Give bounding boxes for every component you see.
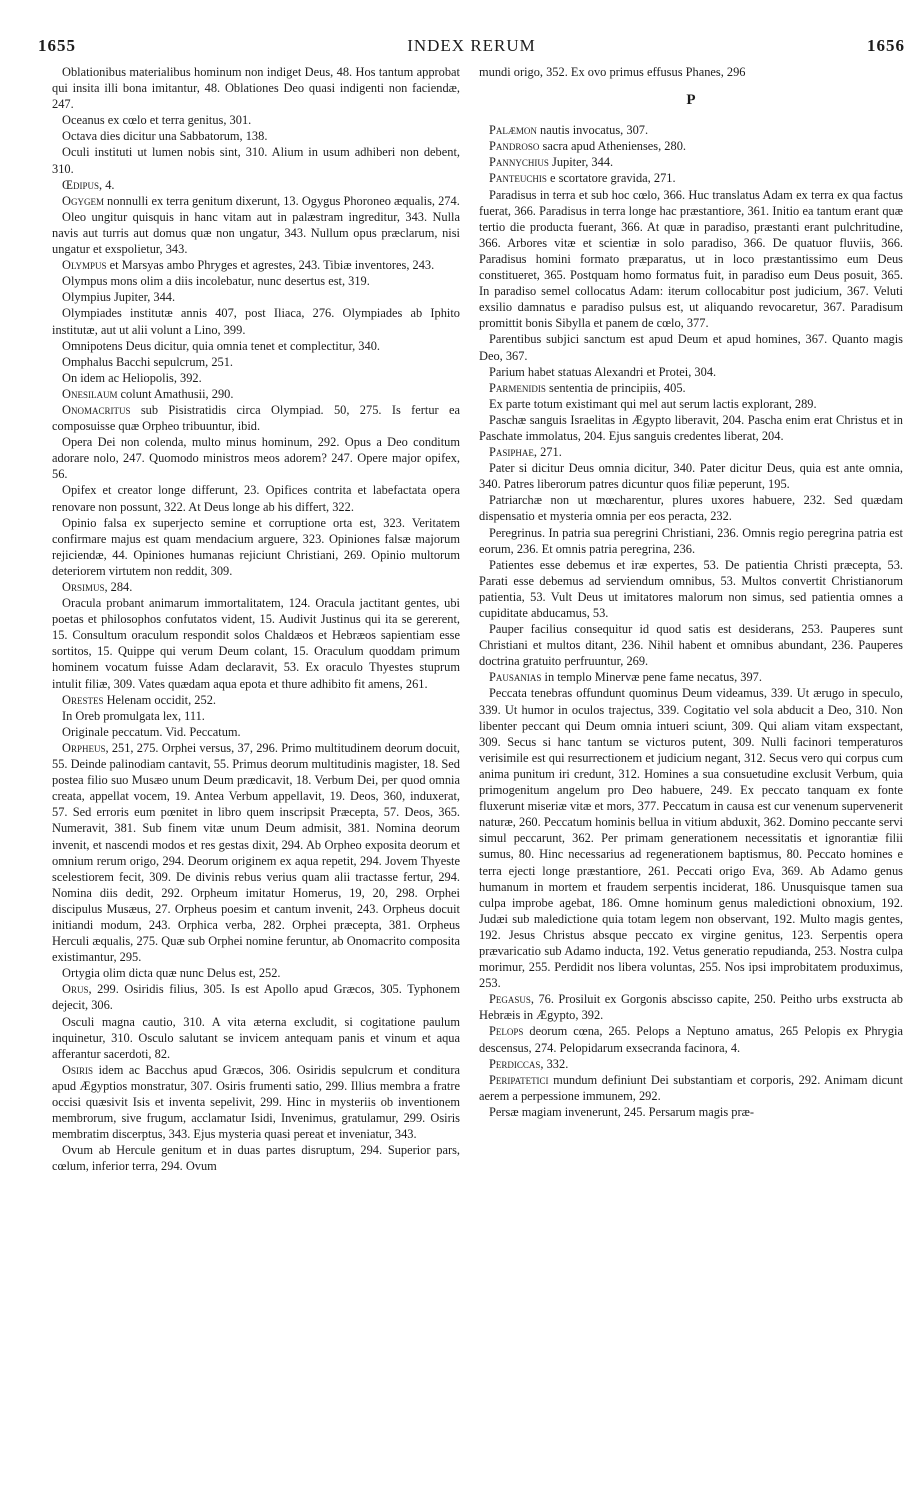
entry-headword: Palæmon xyxy=(489,123,537,138)
entry-text: , 251, 275. Orphei versus, 37, 296. Primo multitudinem deorum docuit, 55. Deinde palinodiam cantavit, 55. Primus deorum multitudinis magister, 18. Sed postea filio suo Musæo unum Deum prædicavit, 18. Verbum Dei, per quod omnia creata, appellat vocem, 19. Antea Verbum appellavit, 19. Deos, 360, induxerat, 57. Sed erroris eum pœnitet in libro quem inscripsit Præcepta, 57. Deos, 365. Numeravit, 381. Sub finem vitæ unum Deum admisit, 381. Nomina deorum invenit, et nascendi modos et res gestas dixit, 294. Ab Orpheo exposita deorum et omnium rerum origo, 294. Deorum originem ex aqua repetit, 294. Jovem Thyeste scelestiorem fecit, 309. De divinis rebus verius quam alii tractasse fertur, 294. Nomina diis dedit, 292. Orpheum imitatur Homerus, 19, 20, 298. Orphei discipulus Musæus, 27. Orpheus poesim et cantum invenit, 243. Orpheus docuit initiandi modum, 243. Orphica verba, 282. Orphei præcepta, 381. Orpheus Herculi æqualis, 275. Quæ sub Orphei nomine feruntur, ab Onomacrito composita existimantur, 295. xyxy=(52,740,460,965)
entry-text: Opifex et creator longe differunt, 23. Opifices contrita et labefactata opera renovare non possunt, 322. At Deus longe ab his differt, 322. xyxy=(52,483,460,514)
entry-text: Patriarchæ non ut mœcharentur, plures uxores habuere, 232. Sed quædam dispensatio et mysteria omnia per eos peracta, 232. xyxy=(479,493,903,524)
entry-text: , 4. xyxy=(99,177,115,192)
entry-text: idem ac Bacchus apud Græcos, 306. Osiridis sepulcrum et conditura apud Ægyptios monstratur, 307. Osiris frumenti satio, 299. Illius membra a fratre occisi quæsivit Isis et inventa sepelivit, 299. Hinc in mysteriis ob inventionem membrorum, sive frugum, acclamatur Isidi, Invenimus, gratulamur, 299. Osiris membratim discerptus, 343. Ejus mysteria quasi pereat et inveniatur, 343. xyxy=(52,1062,460,1142)
index-entry xyxy=(479,331,903,363)
entry-headword: Onesilaum xyxy=(62,386,118,401)
entry-headword: Olympus xyxy=(62,258,107,273)
entry-text: sententia de principiis, 405. xyxy=(545,380,686,395)
entry-text: Olympiades institutæ annis 407, post Iliaca, 276. Olympiades ab Iphito institutæ, aut ut alii volunt a Lino, 399. xyxy=(52,306,460,337)
index-entry xyxy=(479,154,903,170)
entry-text: Peregrinus. In patria sua peregrini Christiani, 236. Omnis regio peregrina patria est eorum, 236. Et omnis patria peregrina, 236. xyxy=(479,525,903,556)
index-entry xyxy=(52,144,460,176)
index-entry xyxy=(52,692,460,708)
entry-text: Olympus mons olim a diis incolebatur, nunc desertus est, 319. xyxy=(62,274,370,289)
entry-text: Omnipotens Deus dicitur, quia omnia tenet et complectitur, 340. xyxy=(62,338,380,353)
entry-text: On idem ac Heliopolis, 392. xyxy=(62,370,202,385)
entry-headword: Orus xyxy=(62,982,89,997)
index-entry xyxy=(52,579,460,595)
entry-text: nonnulli ex terra genitum dixerunt, 13. Ogygus Phoroneo æqualis, 274. xyxy=(103,193,460,208)
entry-headword: Pannychius xyxy=(489,155,549,170)
entry-text: , 332. xyxy=(540,1056,569,1071)
index-entry xyxy=(52,193,460,209)
entry-text: deorum cœna, 265. Pelops a Neptuno amatus, 265 Pelopis ex Phrygia descensus, 274. Pelopidarum exsecranda facinora, 4. xyxy=(479,1024,903,1055)
index-entry xyxy=(479,364,903,380)
entry-text: Omphalus Bacchi sepulcrum, 251. xyxy=(62,354,234,369)
index-entry xyxy=(52,434,460,482)
index-entry xyxy=(52,257,460,273)
entry-text: , 76. Prosiluit ex Gorgonis abscisso capite, 250. Peitho urbs exstructa ab Hebræis in Ægypto, 392. xyxy=(479,992,903,1023)
entry-text: Oracula probant animarum immortalitatem, 124. Oracula jactitant gentes, ubi poetas et philosophos confutatos vident, 15. Audivit Justinus qui ita se gererent, 15. Consultum oraculum respondit solos Chaldæos et Hebræos sapientiam esse sortitos, 15. Quippe qui verum Deum colant, 15. Oraculum quoddam primum hominem vocatum fuisse Adam declaravit, 53. Ex oraculo Thyestes stuprum intulit filiæ, 309. Vates quædam aqua epota et thure adhibito fit amens, 261. xyxy=(52,596,460,691)
index-entry xyxy=(52,1062,460,1142)
entry-text: mundum definiunt Dei substantiam et corporis, 292. Animam dicunt aerem a perpessione immunem, 292. xyxy=(479,1072,903,1103)
index-entry xyxy=(52,1014,460,1062)
index-entry xyxy=(479,669,903,685)
index-entry xyxy=(479,685,903,991)
index-entry xyxy=(479,412,903,444)
index-entry xyxy=(52,402,460,434)
entry-text: In Oreb promulgata lex, 111. xyxy=(62,708,205,723)
index-entry xyxy=(52,708,460,724)
entry-headword: Œdipus xyxy=(62,177,100,192)
index-entry xyxy=(52,482,460,514)
entry-text: Persæ magiam invenerunt, 245. Persarum magis præ- xyxy=(489,1104,754,1119)
page-number-left: 1655 xyxy=(38,36,76,55)
right-column xyxy=(479,64,903,1120)
index-entry xyxy=(52,128,460,144)
index-entry xyxy=(52,965,460,981)
index-entry-continued: mundi origo, 352. Ex ovo primus effusus Phanes, 296 xyxy=(479,65,746,79)
entry-headword: Pasiphae xyxy=(489,445,534,460)
index-entry xyxy=(479,460,903,492)
left-column xyxy=(52,64,460,1174)
index-entry xyxy=(52,289,460,305)
entry-text: Opera Dei non colenda, multo minus hominum, 292. Opus a Deo conditum adorare nolo, 247. Quomodo ministros meos adorem? 247. Opere major opifex, 56. xyxy=(52,435,460,482)
entry-headword: Pelops xyxy=(489,1024,524,1039)
index-entry xyxy=(52,740,460,965)
entry-headword: Onomacritus xyxy=(62,402,131,417)
index-entry xyxy=(52,515,460,579)
index-entry xyxy=(52,595,460,692)
entry-text: , 284. xyxy=(104,580,133,594)
index-entry xyxy=(52,112,460,128)
index-entry xyxy=(52,273,460,289)
page-header xyxy=(38,36,905,58)
entry-headword: Orpheus xyxy=(62,740,106,755)
entry-headword: Osiris xyxy=(62,1062,93,1077)
entry-text: Patientes esse debemus et iræ expertes, 53. De patientia Christi præcepta, 53. Parati esse debemus ad serviendum omnibus, 53. Multos convertit Christianorum patientia, 53. Vult Deus ut imitatores malorum non simus, sed patientia omnes a cupiditate abducamus, 53. xyxy=(479,557,903,620)
entry-text: Paschæ sanguis Israelitas in Ægypto liberavit, 204. Pascha enim erat Christus et in Paschate immolatus, 204. Ejus sanguis credentes liberat, 204. xyxy=(479,412,903,443)
entry-text: Oleo ungitur quisquis in hanc vitam aut in palæstram ingreditur, 343. Nulla navis aut turris aut domus quæ non ungatur, 343. Nullum opus præclarum, nisi ungatur et exspolietur, 343. xyxy=(52,209,460,257)
index-entry xyxy=(52,305,460,337)
entry-text: Ex parte totum existimant qui mel aut serum lactis explorant, 289. xyxy=(489,396,817,411)
index-entry xyxy=(52,64,460,112)
entry-text: Paradisus in terra et sub hoc cœlo, 366. Huc translatus Adam ex terra ex qua factus fuerat, 366. Paradisus in terra longe hac præstantiore, 361. Initio ea tantum erant quæ tertio die producta fuerant, 366. At quæ in paradiso, præstanti erant pulchritudine, 366. Arbores vitæ et scientiæ in solo paradiso, 366. De quatuor fluviis, 366. Paradisus homini formato præparatus, ut in loco præstantissimo eum Deus constitueret, 365. Postquam homo formatus fuit, in paradiso eum Deus posuit, 365. In paradiso semel collocatus Adam: iterum collocabitur post judicium, 367. Veluti exsilio damnatus e paradiso pulsus est, ut aliquando revocaretur, 367. Paradisum promittit bonis Sibylla et panem de cœlo, 377. xyxy=(479,187,903,331)
index-entry xyxy=(479,396,903,412)
entry-text: Olympius Jupiter, 344. xyxy=(62,290,176,305)
index-entry xyxy=(479,122,903,138)
entry-text: Pauper facilius consequitur id quod satis est desiderans, 253. Pauperes sunt Christiani et multos ditant, 236. Nihil habent et omnibus abundant, 236. Pauperes doctrina gratuito perfruuntur, 269. xyxy=(479,622,903,669)
entry-text: Ovum ab Hercule genitum et in duas partes disruptum, 294. Superior pars, cœlum, inferior terra, 294. Ovum xyxy=(52,1143,460,1174)
entry-text: Oculi instituti ut lumen nobis sint, 310. Alium in usum adhiberi non debent, 310. xyxy=(52,145,460,176)
entry-text: Jupiter, 344. xyxy=(548,155,614,170)
entry-text: Oblationibus materialibus hominum non indiget Deus, 48. Hos tantum approbat qui insita illi bona imitantur, 48. Oblationes Deo quasi indigenti non faciendæ, 247. xyxy=(52,65,460,112)
entry-text: , 271. xyxy=(533,445,562,460)
entry-headword: Orestes xyxy=(62,692,104,707)
entry-headword: Pegasus xyxy=(489,992,531,1007)
index-entry xyxy=(52,177,460,193)
index-entry xyxy=(52,209,460,257)
page-number-right: 1656 xyxy=(867,36,905,55)
section-letter: P xyxy=(686,92,696,109)
entry-text: Pater si dicitur Deus omnia dicitur, 340. Pater dicitur Deus, quia est ante omnia, 340. Patres liberorum patres dicuntur quos filiæ peperunt, 195. xyxy=(479,461,903,492)
index-entry xyxy=(479,1072,903,1104)
entry-text: Peccata tenebras offundunt quominus Deum videamus, 339. Ut ærugo in speculo, 339. Ut humor in oculos trajectus, 339. Cogitatio vel sola abducit a Deo, 310. Non libenter peccant qui Deum omnia intueri sciunt, 309. Qui aliam vitam exspectant, 309. Secus si hanc tantum se victuros putent, 309. Nulli facinori temperaturos verisimile est qui resurrectionem et judicium negant, 312. Secus vero qui corpus cum anima punitum iri credunt, 312. Homines a sua consuetudine exclusit Verbum, quia primogenitum angelum pro Deo habuere, 249. Ex peccato tanquam ex fonte fluxerunt miseriæ vitæ et mors, 377. Peccatum in causa est cur venenum supervenerit naturæ, 260. Peccatum hominis bellua in vitium abduxit, 362. Domino peccante servi simul peccarunt, 362. Per primam generationem necessitatis et ignorantiæ filii sumus, 80. Hinc necessarius ad regenerationem baptismus, 80. Peccato homines e terra ejecti longe præstantiore, 261. Peccati origo Eva, 369. Ab Adamo genus humanum in mortem et fraudem serpentis inciderat, 186. Unusquisque tamen sua culpa improbe agebat, 186. Omne hominum genus maledictioni obnoxium, 192. Judæi sub maledictione quia totam legem non observant, 192. Multo magis gentes, 192. Jesus Christus absque peccato ex virgine genitus, 123. Serpentis opera prævaricatio sub Adamo inducta, 192. Vetus generatio repudianda, 253. Nostra culpa morimur, 255. Perdidit nos libera voluntas, 255. Nos ipsi improbitatem produximus, 253. xyxy=(479,686,903,991)
index-entry xyxy=(52,981,460,1013)
entry-headword: Peripatetici xyxy=(489,1072,549,1087)
entry-text: in templo Minervæ pene fame necatus, 397. xyxy=(541,670,762,685)
entry-text: Parentibus subjici sanctum est apud Deum et apud homines, 367. Quanto magis Deo, 367. xyxy=(479,332,903,363)
entry-text: Helenam occidit, 252. xyxy=(103,692,216,707)
entry-headword: Ogygem xyxy=(62,193,104,208)
entry-text: , 299. Osiridis filius, 305. Is est Apollo apud Græcos, 305. Typhonem dejecit, 306. xyxy=(52,982,460,1013)
entry-headword: Panteuchis xyxy=(489,171,547,186)
entry-text: sacra apud Athenienses, 280. xyxy=(539,139,686,154)
running-title: INDEX RERUM xyxy=(407,36,536,55)
index-entry xyxy=(479,621,903,669)
entry-text: Octava dies dicitur una Sabbatorum, 138. xyxy=(62,129,268,144)
entry-headword: Orsimus xyxy=(62,580,105,594)
index-entry xyxy=(52,1142,460,1174)
index-entry xyxy=(479,1056,903,1072)
entry-text: Originale peccatum. Vid. Peccatum. xyxy=(62,724,241,739)
entry-headword: Perdiccas xyxy=(489,1056,541,1071)
index-entry xyxy=(479,380,903,396)
entry-headword: Pandroso xyxy=(489,139,540,154)
entry-text: nautis invocatus, 307. xyxy=(536,123,649,138)
entry-text: colunt Amathusii, 290. xyxy=(117,386,234,401)
index-entry xyxy=(479,170,903,186)
entry-text: Osculi magna cautio, 310. A vita æterna excludit, si cogitatione paulum inquinetur, 310. Osculo salutant se invicem antequam panis et vinum et aqua afferantur sacerdoti, 82. xyxy=(52,1014,460,1061)
entry-text: et Marsyas ambo Phryges et agrestes, 243. Tibiæ inventores, 243. xyxy=(106,258,435,273)
index-entry xyxy=(52,370,460,386)
entry-text: sub Pisistratidis circa Olympiad. 50, 275. Is fertur ea composuisse quæ Orpheo tribuuntur, ibid. xyxy=(52,402,460,434)
entry-text: Opinio falsa ex superjecto semine et corruptione orta est, 323. Veritatem confirmare majus est quam mendacium arguere, 323. Opiniones falsæ majorum rejiciendæ, 44. Opiniones humanas rejiciunt Christiani, 269. Opinio multorum deteriorem virtutem non reddit, 309. xyxy=(52,515,460,578)
index-entry xyxy=(52,338,460,354)
entry-headword: Pausanias xyxy=(489,670,542,685)
entry-text: Ortygia olim dicta quæ nunc Delus est, 252. xyxy=(62,966,281,981)
index-entry xyxy=(479,557,903,621)
index-entry xyxy=(479,525,903,557)
index-entry xyxy=(52,354,460,370)
entry-text: e scortatore gravida, 271. xyxy=(546,171,676,186)
index-entry xyxy=(479,138,903,154)
entry-text: Oceanus ex cœlo et terra genitus, 301. xyxy=(62,113,252,128)
index-entry xyxy=(479,492,903,524)
entry-text: Parium habet statuas Alexandri et Protei, 304. xyxy=(489,364,717,379)
index-entry xyxy=(479,444,903,460)
index-entry xyxy=(52,386,460,402)
index-entry xyxy=(479,1104,903,1120)
index-entry xyxy=(479,991,903,1023)
index-entry xyxy=(479,1023,903,1055)
index-entry xyxy=(479,187,903,332)
entry-headword: Parmenidis xyxy=(489,380,546,395)
index-entry xyxy=(52,724,460,740)
